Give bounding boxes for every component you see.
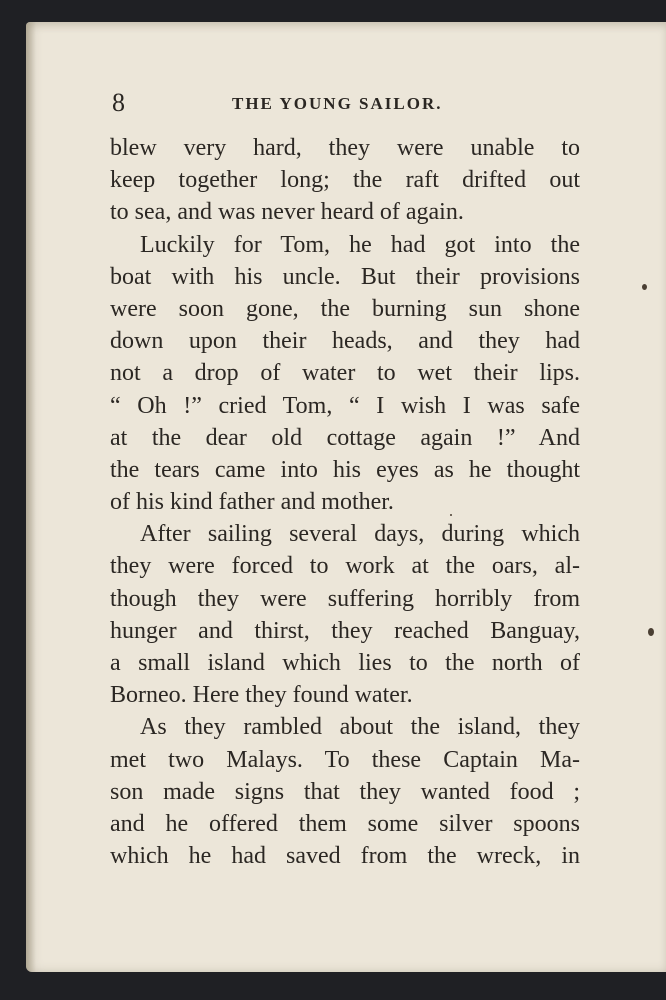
text-line: boat with his uncle. But their provisions [110, 263, 580, 290]
text-line: were soon gone, the burning sun shone [110, 295, 580, 322]
text-line: to sea, and was never heard of again. [110, 199, 464, 226]
text-line: Luckily for Tom, he had got into the [140, 231, 580, 258]
book-page [26, 22, 666, 972]
paper-speck [648, 628, 654, 636]
text-line: keep together long; the raft drifted out [110, 167, 580, 194]
text-line: After sailing several days, during which [140, 521, 580, 548]
body-text [110, 132, 580, 872]
text-line: hunger and thirst, they reached Banguay, [110, 617, 580, 644]
text-line: the tears came into his eyes as he thought [110, 456, 580, 483]
text-line: met two Malays. To these Captain Ma- [110, 746, 580, 773]
page-number: 8 [112, 88, 125, 117]
text-line: though they were suffering horribly from [110, 585, 580, 612]
text-line: they were forced to work at the oars, al- [110, 553, 580, 580]
text-line: As they rambled about the island, they [140, 714, 580, 741]
paper-speck [642, 284, 647, 290]
text-line: blew very hard, they were unable to [110, 135, 580, 161]
text-line: down upon their heads, and they had [110, 328, 580, 355]
page-header [112, 88, 626, 118]
text-line: which he had saved from the wreck, in [110, 843, 580, 870]
running-title: THE YOUNG SAILOR. [232, 94, 443, 113]
text-line: and he offered them some silver spoons [110, 810, 580, 837]
text-line: at the dear old cottage again !” And [110, 424, 580, 451]
text-line: son made signs that they wanted food ; [110, 778, 580, 805]
text-line: not a drop of water to wet their lips. [110, 360, 580, 387]
text-line: of his kind father and mother. [110, 489, 394, 516]
text-line: Borneo. Here they found water. [110, 682, 413, 709]
paper-speck [450, 514, 452, 516]
text-line: a small island which lies to the north of [110, 650, 580, 676]
text-line: “ Oh !” cried Tom, “ I wish I was safe [110, 392, 580, 419]
